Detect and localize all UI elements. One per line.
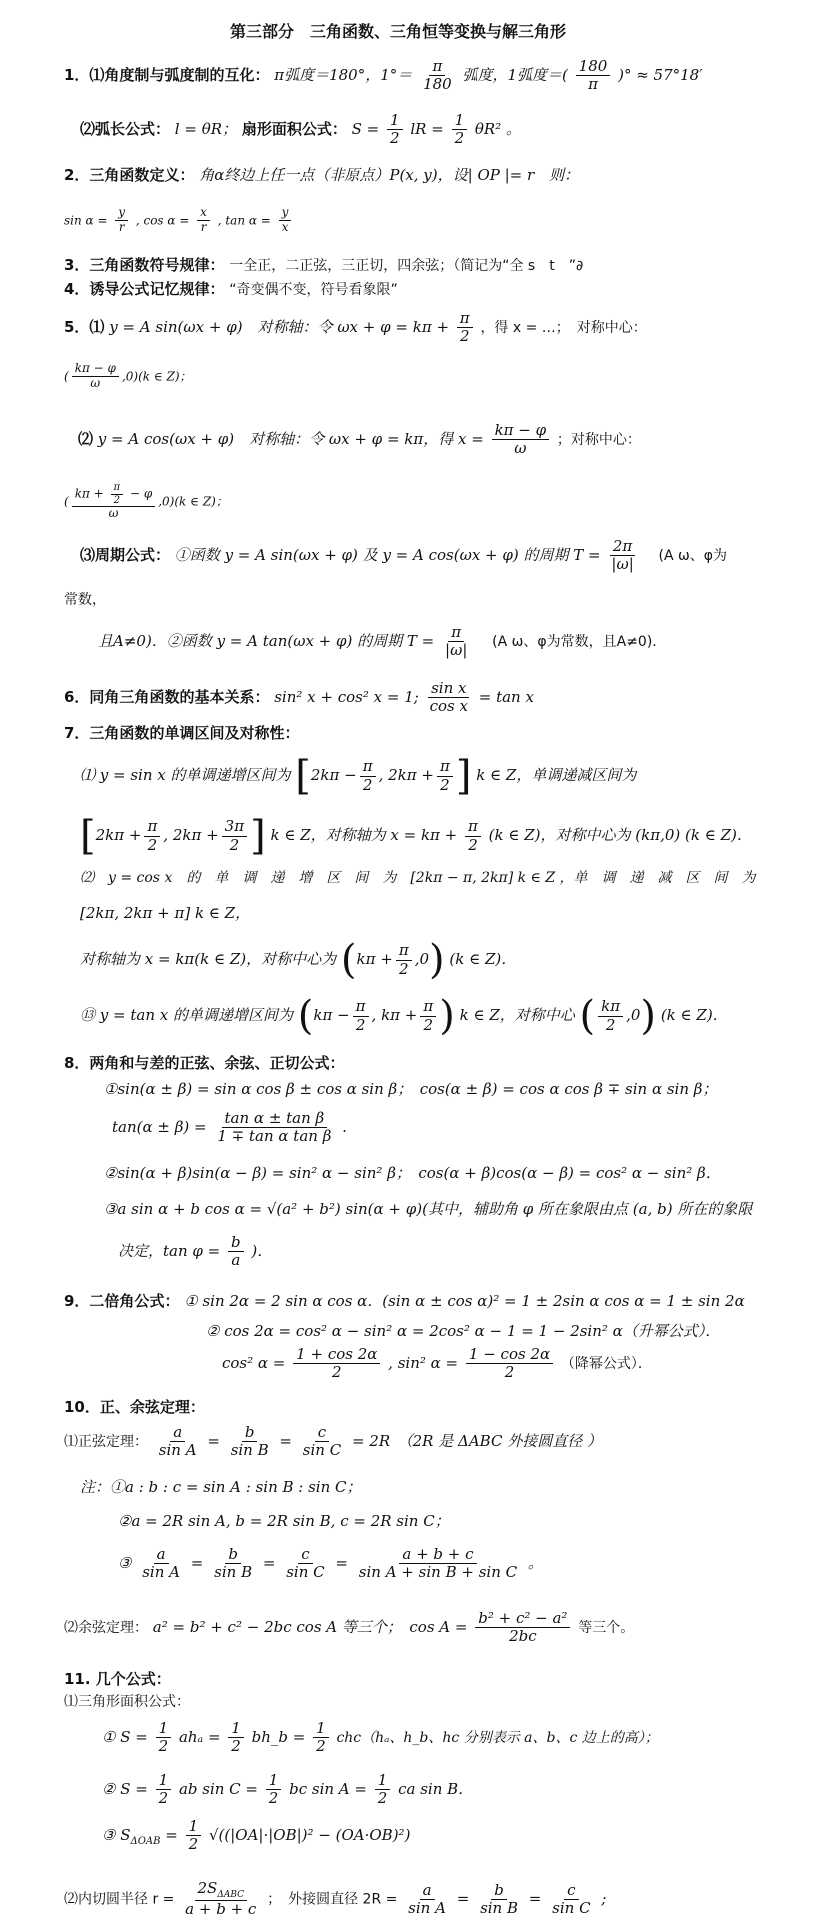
s10-head: 10．正、余弦定理：: [64, 1398, 205, 1416]
s9-line2: ② cos 2α = cos² α − sin² α = 2cos² α − 1 = 1 − 2sin² α（升幂公式）．: [206, 1322, 721, 1340]
s7-l2b: k ∈ Z，对称轴为 x = kπ +: [270, 826, 458, 844]
s5-line5: [80, 538, 727, 574]
s2-line2: [64, 206, 294, 235]
s8-line2: tan(α ± β) = $\frac{\text{tan α ± tan β}}{\text{1 ∓ tan α tan β}}$ .: [112, 1109, 347, 1146]
s8-frac-b-a: $\frac{b}{a}$: [228, 1234, 244, 1270]
s7-line2: [2kπ + $\frac{\pi}{2}$ , 2kπ + $\frac{3\pi}{2}$ ] k ∈ Z，对称轴为 x = kπ + $\frac{\pi}{2}$ (k ∈ Z)，对称中心为 (kπ,0) (k ∈ Z)．: [80, 813, 752, 859]
s5-line4: ( kπ + $\frac{\pi}{2}$ − φ ω ,0)(k ∈ Z)；: [64, 482, 228, 520]
s10-line4: ③ $\frac{a}{\text{sin A}}$ = $\frac{b}{\text{sin B}}$ = $\frac{c}{\text{sin C}}$ = $\frac{a + b + c}{\text{sin A + sin B + sin C}}$ 。: [118, 1545, 543, 1582]
s11-head: 11. 几个公式：: [64, 1670, 171, 1688]
s1-frac-pi-180: $\frac{\pi}{180}$: [423, 57, 452, 94]
s4-text: “奇变偶不变，符号看象限”: [229, 282, 398, 298]
s5-l3-head: ⑵: [78, 429, 94, 448]
s1-f1b-tail: )° ≈ 57°18′: [618, 65, 703, 84]
s10-line5: ⑵余弦定理： a² = b² + c² − 2bc cos A 等三个； cos A = $\frac{\text{b² + c² − a²}}{2bc}$ 等三个。: [64, 1609, 635, 1646]
s5-frac-center1: $\frac{k\pi - \varphi}{\omega}$: [72, 362, 119, 391]
s1-area-head: 扇形面积公式：: [241, 119, 347, 138]
s2-line1: [64, 166, 579, 184]
s5-line1: [64, 310, 647, 346]
s2-head: 2．三角函数定义：: [64, 166, 195, 184]
s7-l5c: (k ∈ Z)．: [449, 950, 517, 968]
s2-frac-x-r: $\frac{x}{r}$: [197, 206, 210, 235]
s6-head: 6．同角三角函数的基本关系：: [64, 687, 270, 706]
s7-l6b: k ∈ Z，对称中心: [459, 1006, 575, 1024]
s5-l3b: ；对称中心：: [556, 431, 641, 448]
s1-area-f2: θR² 。: [474, 119, 521, 138]
s10-line2: 注：①a : b : c = sin A : sin B : sin C；: [80, 1478, 362, 1496]
s7-l5a: 对称轴为 x = kπ(k ∈ Z)，对称中心为: [80, 950, 337, 968]
s7-l6d: (k ∈ Z)．: [660, 1006, 728, 1024]
s7-line6: ⑬ y = tan x 的单调递增区间为 (kπ − $\frac{\pi}{2}$ , kπ + $\frac{\pi}{2}$ ) k ∈ Z，对称中心 ( $\frac{k\pi}{2}$ ,0) (k ∈ Z)．: [80, 993, 728, 1039]
s5-l7a: 且A≠0)．②函数 y = A tan(ωx + φ) 的周期 T =: [98, 631, 435, 650]
s11-line1: ⑴三角形面积公式：: [64, 1694, 190, 1710]
s8-line3: ②sin(α + β)sin(α − β) = sin² α − sin² β； cos(α + β)cos(α − β) = cos² α − sin² β．: [104, 1164, 721, 1182]
s7-line1: ⑴ y = sin x 的单调递增区间为 [2kπ − $\frac{\pi}{2}$ , 2kπ + $\frac{\pi}{2}$ ] k ∈ Z，单调递减区间为: [80, 753, 637, 799]
s5-frac-pi-2: $\frac{\pi}{2}$: [457, 310, 473, 346]
s2-frac-y-x: $\frac{y}{x}$: [279, 206, 292, 235]
s5-l5a: ①函数 y = A sin(ωx + φ) 及 y = A cos(ωx + φ) 的周期 T =: [174, 545, 601, 564]
s1-line1: [64, 58, 703, 94]
s5-frac-axis2: $\frac{k\pi - \varphi}{\omega}$: [492, 422, 550, 458]
s1-frac-180-pi: $\frac{180}{\pi}$: [576, 58, 611, 94]
s3-line: [64, 256, 583, 275]
s5-l4-tail: ,0)(k ∈ Z)；: [158, 494, 228, 509]
s5-l5-head: ⑶周期公式：: [80, 545, 171, 564]
s1-area-a: S =: [351, 119, 380, 138]
s3-text: 一全正，二正弦，三正切，四余弦；（简记为“全 s t ”∂: [229, 258, 584, 274]
s2-sin: sin α =: [64, 213, 108, 228]
s7-line3: ⑵ y = cos x 的 单 调 递 增 区 间 为 [2kπ − π, 2kπ] k ∈ Z ，单 调 递 减 区 间 为: [80, 870, 756, 886]
s8-line5: 决定，tan φ = $\frac{b}{a}$ )．: [118, 1233, 273, 1270]
s7-line4: [2kπ, 2kπ + π] k ∈ Z，: [80, 904, 251, 922]
s9-line1: 9．二倍角公式： ① sin 2α = 2 sin α cos α．(sin α ± cos α)² = 1 ± 2sin α cos α = 1 ± sin 2α: [64, 1292, 745, 1310]
s5-l5b: (A ω、φ为: [644, 547, 727, 564]
s5-frac-period1: $\frac{2\pi}{|\omega|}$: [611, 537, 634, 574]
page-title: 第三部分 三角函数、三角恒等变换与解三角形: [230, 22, 567, 41]
s1-half-2: $\frac{1}{2}$: [452, 112, 468, 148]
s5-line6: 常数，: [64, 592, 106, 608]
s5-frac-period2: $\frac{\pi}{|\omega|}$: [445, 623, 468, 660]
s9-head: 9．二倍角公式：: [64, 1292, 180, 1310]
s5-l3a: y = A cos(ωx + φ) 对称轴：令 ωx + φ = kπ，得 x =: [97, 429, 484, 448]
s7-l2c: (k ∈ Z)，对称中心为 (kπ,0) (k ∈ Z)．: [488, 826, 752, 844]
s2-text: 角α终边上任一点（非原点）P(x, y)，设| OP |= r 则：: [199, 166, 580, 184]
s1-arc: l = θR；: [174, 119, 238, 138]
s10-line3: ②a = 2R sin A, b = 2R sin B, c = 2R sin C；: [118, 1512, 450, 1530]
s2-cos: , cos α =: [135, 213, 190, 228]
s3-head: 3．三角函数符号规律：: [64, 256, 225, 274]
s5-line2: ( $\frac{k\pi - \varphi}{\omega}$ ,0)(k ∈ Z)；: [64, 361, 192, 390]
s11-line4: ③ $S_{\Delta OAB}$ = $\frac{1}{2}$ √((|OA|·|OB|)² − (OA·OB)²): [102, 1817, 411, 1854]
s2-frac-y-r: $\frac{y}{r}$: [115, 206, 128, 235]
s5-frac-center2: kπ + $\frac{\pi}{2}$ − φ ω: [72, 482, 156, 521]
s6-b: = tan x: [478, 687, 534, 706]
s1-line2: [80, 112, 521, 148]
s1-f1: π弧度＝180°，1°＝: [274, 65, 413, 84]
s5-line3: [78, 422, 641, 458]
s6-line: [64, 680, 534, 716]
s4-line: [64, 280, 398, 299]
s7-line5: 对称轴为 x = kπ(k ∈ Z)，对称中心为 (kπ + $\frac{\pi}{2}$ ,0) (k ∈ Z)．: [80, 937, 517, 983]
s7-l1b: k ∈ Z，单调递减区间为: [476, 766, 637, 784]
s10-line1: ⑴正弦定理： $\frac{a}{\text{sin A}}$ = $\frac{b}{\text{sin B}}$ = $\frac{c}{\text{sin C}}$ = 2R （2R 是 ΔABC 外接圆直径 ）: [64, 1423, 602, 1460]
s7-head: 7．三角函数的单调区间及对称性：: [64, 724, 300, 742]
s6-frac-tan: $\frac{\text{sin x}}{\text{cos x}}$: [429, 679, 468, 716]
s9-line3: cos² α = $\frac{1 + \cos 2\alpha}{2}$ , sin² α = $\frac{1 - \cos 2\alpha}{2}$ （降幂公式）．: [222, 1345, 652, 1382]
s11-line5: ⑵内切圆半径 r = $2S_{\Delta ABC}$ a + b + c ； 外接圆直径 2R = $\frac{a}{\text{sin A}}$ = $\frac{b}{\text{sin B}}$ = $\frac{c}{\text{sin C}}$ ;: [64, 1879, 607, 1919]
s8-frac-tan: $\frac{\text{tan α ± tan β}}{\text{1 ∓ tan α tan β}}$: [217, 1109, 332, 1146]
s1-head2: ⑵弧长公式：: [80, 119, 171, 138]
s5-line7: [98, 624, 666, 660]
s11-line3: ② S = $\frac{1}{2}$ ab sin C = $\frac{1}{2}$ bc sin A = $\frac{1}{2}$ ca sin B．: [102, 1771, 474, 1808]
s5-l1b: ，得 x = …； 对称中心：: [480, 319, 647, 336]
s8-line4: ③a sin α + b cos α = √(a² + b²) sin(α + φ)(其中，辅助角 φ 所在象限由点 (a, b) 所在的象限: [104, 1200, 753, 1218]
s1-head: 1．⑴角度制与弧度制的互化：: [64, 65, 270, 84]
s5-l7b: (A ω、φ为常数，且A≠0)．: [478, 633, 667, 650]
s8-line1: ①sin(α ± β) = sin α cos β ± cos α sin β； cos(α ± β) = cos α cos β ∓ sin α sin β；: [104, 1080, 718, 1098]
s5-l1a: y = A sin(ωx + φ) 对称轴：令 ωx + φ = kπ +: [109, 317, 450, 336]
s1-half-1: $\frac{1}{2}$: [387, 112, 403, 148]
s7-l6a: ⑬ y = tan x 的单调递增区间为: [80, 1006, 293, 1024]
s2-tan: , tan α =: [217, 213, 271, 228]
s11-line2: ① S = $\frac{1}{2}$ ahₐ = $\frac{1}{2}$ bh_b = $\frac{1}{2}$ chc（hₐ、h_b、hc 分别表示 a、b、c 边上的高）；: [102, 1719, 659, 1756]
s8-head: 8．两角和与差的正弦、余弦、正切公式：: [64, 1054, 345, 1072]
s7-l1a: ⑴ y = sin x 的单调递增区间为: [80, 766, 291, 784]
s1-f1-tail: 弧度，1弧度＝(: [462, 65, 568, 84]
s4-head: 4．诱导公式记忆规律：: [64, 280, 225, 298]
s1-area-f: lR =: [410, 119, 444, 138]
s5-head: 5．⑴: [64, 317, 105, 336]
s5-l2-tail: ,0)(k ∈ Z)；: [121, 369, 192, 384]
s6-a: sin² x + cos² x = 1;: [274, 687, 419, 706]
